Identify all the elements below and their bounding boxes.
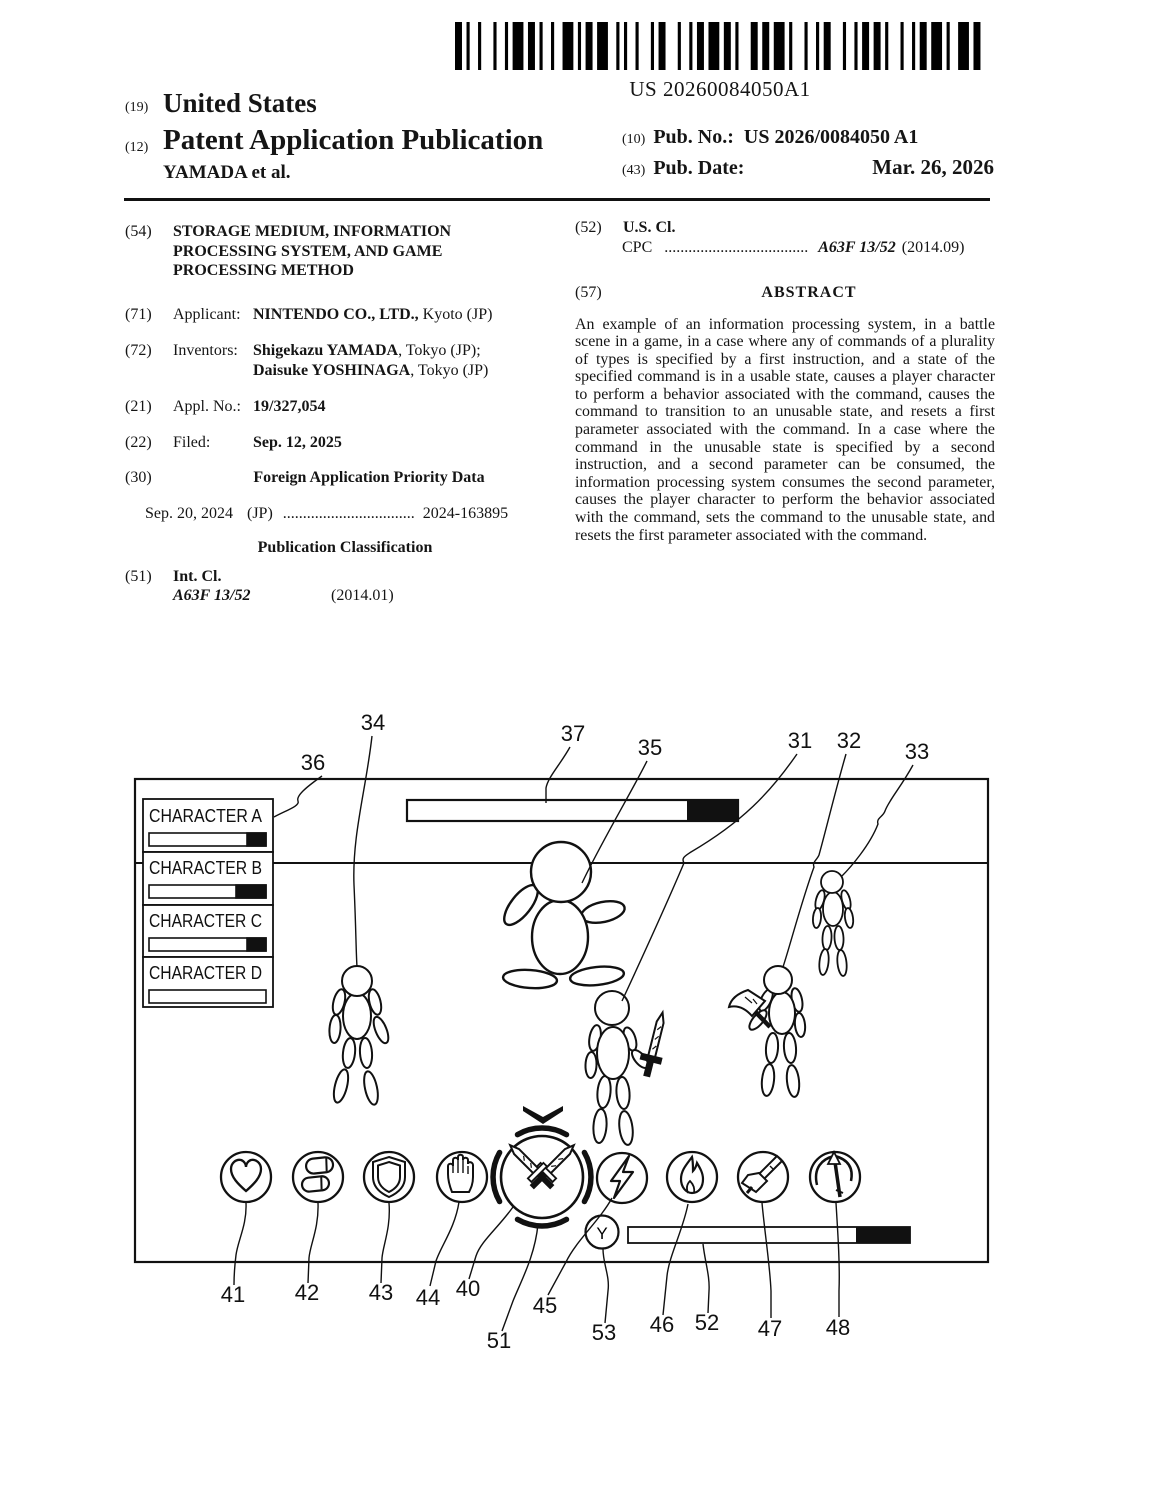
biblio-column [125,218,565,606]
title-row [125,222,565,281]
us-cl-label: U.S. Cl. [623,219,676,236]
priority-dots: ................................. [282,504,415,522]
character-d-label: CHARACTER D [149,963,262,983]
y-button-label: Y [596,1224,608,1243]
code-19: (19) [125,100,149,115]
field-54-code: (54) [125,223,152,240]
priority-data-line [145,504,565,524]
priority-date: Sep. 20, 2024 [145,504,233,522]
player-character-sword [585,991,672,1146]
field-72-code: (72) [125,342,152,359]
applicant-name: NINTENDO CO., LTD., [253,305,419,323]
inventors-row [125,341,565,380]
enemy-character [812,871,854,976]
applicant-location: Kyoto (JP) [418,305,493,323]
ref-label-32: 32 [836,728,862,753]
cpc-label: CPC [622,238,653,256]
ref-label-44: 44 [415,1285,441,1310]
publication-classification-title: Publication Classification [257,539,433,556]
invention-title: STORAGE MEDIUM, INFORMATION PROCESSING SYSTEM, AND GAME PROCESSING METHOD [173,223,452,279]
ref-label-51: 51 [486,1328,512,1353]
spacer [125,586,173,606]
abstract-heading-row [575,283,995,303]
filed-value: Sep. 12, 2025 [253,433,342,451]
us-cl-row [575,218,995,238]
character-b-label: CHARACTER B [149,858,262,878]
heart-command-icon [221,1152,271,1202]
ref-label-35: 35 [637,735,663,760]
code-10: (10) [622,132,646,147]
priority-country: (JP) [247,504,273,522]
appl-no-value: 19/327,054 [253,398,326,415]
fire-command-icon [667,1152,717,1202]
filed-row [125,433,565,453]
field-22-code: (22) [125,433,152,451]
ref-label-46: 46 [649,1312,675,1337]
appl-no-label: Appl. No.: [173,398,241,415]
appl-no-row [125,397,565,417]
figure-drawing [0,695,1156,1360]
document-type: Patent Application Publication [163,124,544,156]
character-c-label: CHARACTER C [149,911,262,931]
stop-command-icon [437,1152,487,1202]
inventor-1-location: , Tokyo (JP); [398,342,481,359]
header-divider [124,198,990,201]
guard-command-icon [364,1152,414,1202]
pub-no-label: Pub. No.: [653,126,734,148]
inventor-2-location: , Tokyo (JP) [410,361,489,379]
ref-label-33: 33 [904,739,930,764]
applicant-value [253,305,492,325]
ref-label-41: 41 [220,1282,246,1307]
filed-label: Filed: [173,433,211,451]
int-cl-label: Int. Cl. [173,567,222,585]
crossbow-command-icon [810,1152,860,1202]
attack-command-icon-selected [493,1106,591,1226]
ref-label-45: 45 [532,1293,558,1318]
ref-label-43: 43 [368,1280,394,1305]
code-12: (12) [125,140,149,155]
bottom-gauge [628,1227,910,1243]
field-30-code: (30) [125,469,152,486]
character-axe [729,966,806,1098]
ref-label-34: 34 [360,710,386,735]
pub-date-row [622,155,994,180]
barcode-bars [455,22,985,70]
pub-date-label: Pub. Date: [653,157,745,179]
country-name: United States [163,88,317,118]
field-57-code: (57) [575,284,602,301]
item-command-icon [293,1152,343,1202]
cpc-line [622,238,995,258]
foreign-priority-title: Foreign Application Priority Data [253,469,485,486]
cpc-version: (2014.09) [901,238,965,256]
priority-number: 2024-163895 [422,504,509,522]
y-button [586,1216,619,1249]
int-cl-block [173,567,221,587]
ref-label-47: 47 [757,1316,783,1341]
ref-label-40: 40 [455,1276,481,1301]
classification-abstract-column [575,218,995,544]
character-a-label: CHARACTER A [149,806,262,826]
header [125,88,993,188]
field-52-code: (52) [575,219,602,236]
abstract-text: An example of an information processing system, in a battle scene in a game, in a case where any of commands of a plurality of types is specified by a first instruction, and a state of the specified command is in a usable state, causes a player character to perform a behavior associated with the command, causes the command to transition to an unusable state, and resets a first parameter associated with the command. In a case where the command in the unusable state is specified by a second instruction, and a second parameter can be consumed, the information processing system consumes the second parameter, causes the player character to perform the behavior associated with the command, sets the command to the unusable state, and resets the first parameter associated with the command. [575,315,995,544]
int-cl-class: A63F 13/52 [173,587,251,604]
ally-character [329,966,392,1106]
cpc-class: A63F 13/52 [818,238,896,256]
abstract-title: ABSTRACT [761,284,857,301]
ref-label-36: 36 [300,750,326,775]
applicant-label: Applicant: [173,305,241,323]
boss-gauge [407,800,738,821]
pub-no-row [622,126,994,149]
boss-character [498,842,626,990]
lightning-command-icon [597,1153,647,1203]
pub-no-value: US 2026/0084050 A1 [743,126,919,148]
ref-label-48: 48 [825,1315,851,1340]
code-43: (43) [622,163,646,178]
ref-label-31: 31 [787,728,813,753]
applicant-row [125,305,565,325]
pub-date-value: Mar. 26, 2026 [872,155,994,179]
header-right [622,126,994,186]
gun-command-icon [738,1152,788,1202]
int-cl-line [173,586,394,606]
inventors-label: Inventors: [173,342,238,359]
ref-label-52: 52 [694,1310,720,1335]
field-21-code: (21) [125,398,152,415]
barcode-number: US 20260084050A1 [629,77,811,101]
ref-label-37: 37 [560,721,586,746]
foreign-priority-row [125,468,565,488]
field-51-code: (51) [125,567,152,585]
authors: YAMADA et al. [163,162,291,183]
ref-label-53: 53 [591,1320,617,1345]
int-cl-row [125,567,565,587]
chevron-down-icon [523,1106,563,1124]
ref-label-42: 42 [294,1280,320,1305]
int-cl-version: (2014.01) [331,587,394,604]
cpc-dots: .................................... [664,238,809,256]
inventor-2-name: Daisuke YOSHINAGA [253,361,411,379]
int-cl-class-row [125,586,565,606]
inventors-value [253,341,488,380]
field-71-code: (71) [125,305,152,323]
inventor-1-name: Shigekazu YAMADA [253,342,399,359]
